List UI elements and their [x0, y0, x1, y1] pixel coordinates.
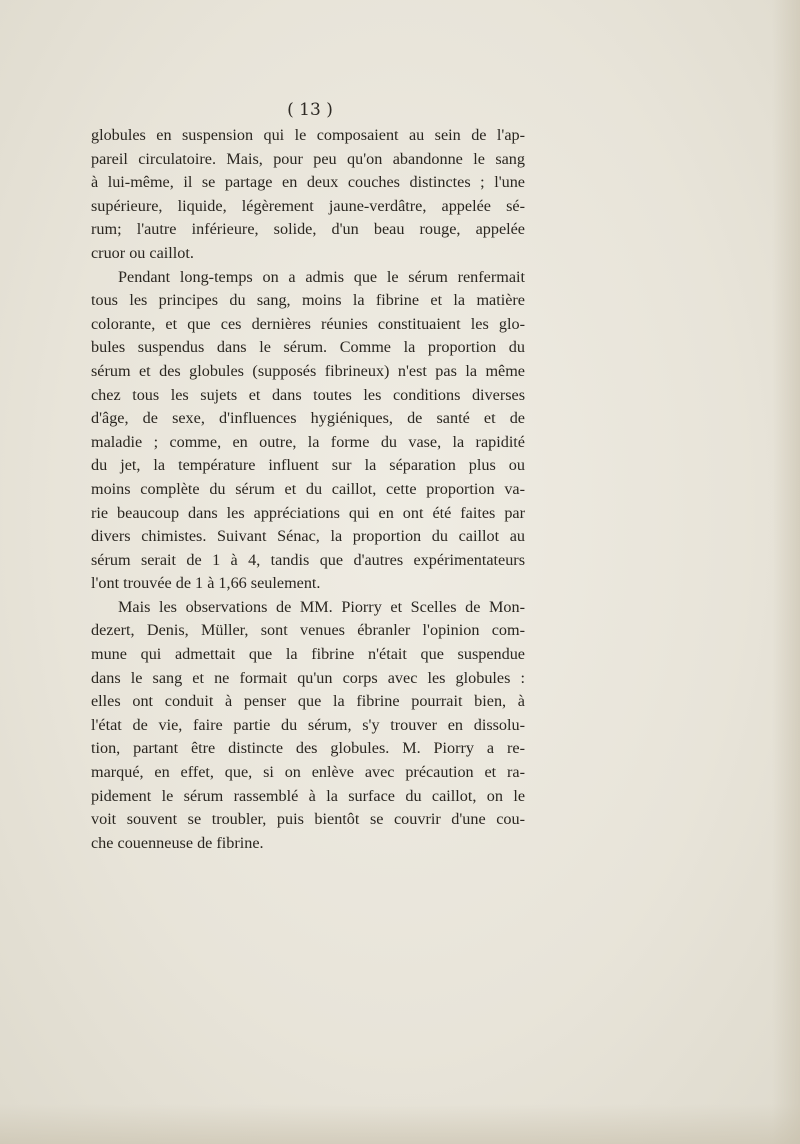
text-line: cruor ou caillot. — [91, 243, 194, 262]
body-text — [91, 124, 525, 855]
page-edge-shadow-right — [772, 0, 800, 1144]
text-line: moins complète du sérum et du caillot, cette proportion va- — [91, 479, 525, 498]
text-line: marqué, en effet, que, si on enlève avec précaution et ra- — [91, 763, 525, 782]
page-edge-shadow-bottom — [0, 1104, 800, 1144]
text-line: voit souvent se troubler, puis bientôt se couvrir d'une cou- — [91, 810, 525, 829]
text-line: tion, partant être distincte des globules. M. Piorry a re- — [91, 739, 525, 758]
text-line: l'ont trouvée de 1 à 1,66 seulement. — [91, 574, 321, 593]
text-line: rum; l'autre inférieure, solide, d'un beau rouge, appelée — [91, 220, 525, 239]
text-line: pareil circulatoire. Mais, pour peu qu'on abandonne le sang — [91, 149, 525, 168]
text-line: du jet, la température influent sur la séparation plus ou — [91, 456, 525, 475]
text-line: dans le sang et ne formait qu'un corps avec les globules : — [91, 668, 525, 687]
text-line: l'état de vie, faire partie du sérum, s'y trouver en dissolu- — [91, 715, 525, 734]
text-line: d'âge, de sexe, d'influences hygiéniques, de santé et de — [91, 409, 525, 428]
text-line: rie beaucoup dans les appréciations qui en ont été faites par — [91, 503, 525, 522]
text-line: à lui-même, il se partage en deux couches distinctes ; l'une — [91, 173, 525, 192]
text-line: sérum serait de 1 à 4, tandis que d'autres expérimentateurs — [91, 550, 525, 569]
text-line: Pendant long-temps on a admis que le sérum renfermait — [118, 267, 525, 286]
text-line: sérum et des globules (supposés fibrineux) n'est pas la même — [91, 361, 525, 380]
text-line: chez tous les sujets et dans toutes les conditions diverses — [91, 385, 525, 404]
text-line: colorante, et que ces dernières réunies constituaient les glo- — [91, 314, 525, 333]
text-line: tous les principes du sang, moins la fibrine et la matière — [91, 291, 525, 310]
text-line: che couenneuse de fibrine. — [91, 833, 264, 852]
text-line: elles ont conduit à penser que la fibrine pourrait bien, à — [91, 692, 525, 711]
text-line: divers chimistes. Suivant Sénac, la proportion du caillot au — [91, 527, 525, 546]
text-line: bules suspendus dans le sérum. Comme la proportion du — [91, 338, 525, 357]
text-line: Mais les observations de MM. Piorry et Scelles de Mon- — [118, 597, 525, 616]
text-line: mune qui admettait que la fibrine n'était que suspendue — [91, 645, 525, 664]
text-line: pidement le sérum rassemblé à la surface du caillot, on le — [91, 786, 525, 805]
text-line: globules en suspension qui le composaient au sein de l'ap- — [91, 126, 525, 144]
text-line: dezert, Denis, Müller, sont venues ébranler l'opinion com- — [91, 621, 525, 640]
page-number: ( 13 ) — [287, 100, 333, 120]
text-line: maladie ; comme, en outre, la forme du vase, la rapidité — [91, 432, 525, 451]
text-line: supérieure, liquide, légèrement jaune-verdâtre, appelée sé- — [91, 196, 525, 215]
